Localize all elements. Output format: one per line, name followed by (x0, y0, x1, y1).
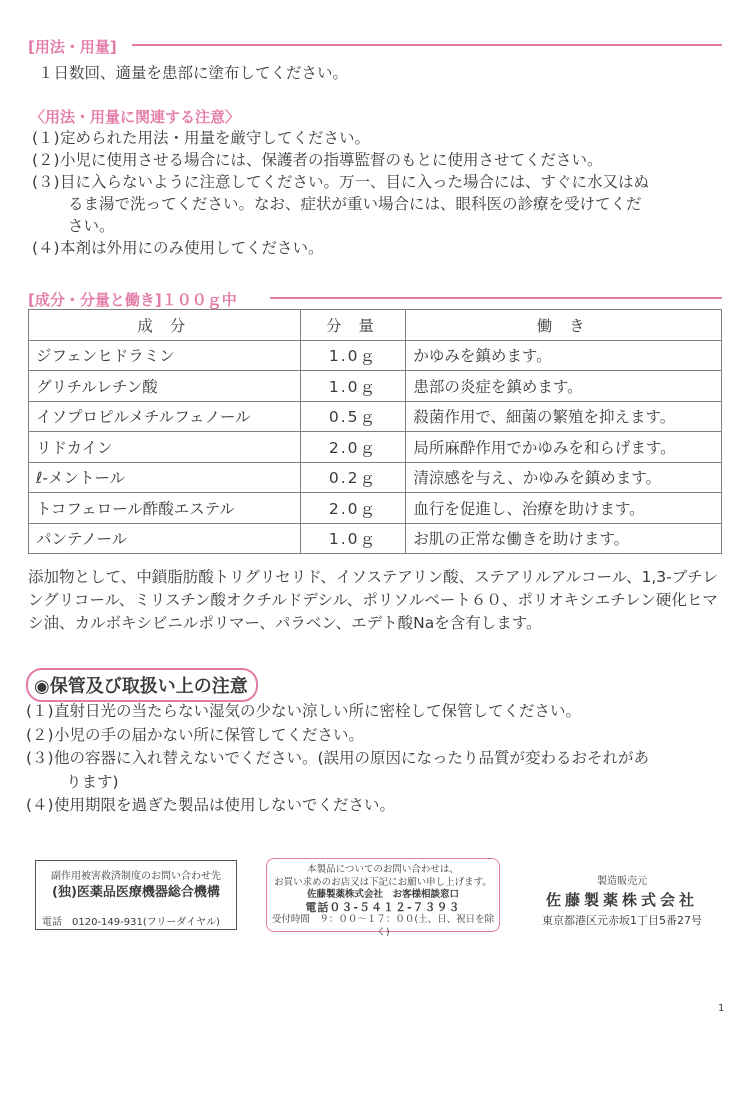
ingredient-effect: 局所麻酔作用でかゆみを和らげます。 (406, 432, 722, 463)
list-item: (１)定められた用法・用量を厳守してください。 (32, 129, 371, 147)
column-header-amount: 分 量 (300, 310, 406, 341)
ingredient-name: グリチルレチン酸 (29, 371, 301, 402)
column-header-effect: 働 き (406, 310, 722, 341)
ingredients-heading: [成分・分量と働き]１００ｇ中 (28, 291, 237, 309)
list-item-continuation: さい。 (68, 217, 115, 235)
inquiry-line1: 本製品についてのお問い合わせは、 (307, 864, 459, 875)
page-number: 1 (718, 1003, 725, 1014)
ingredients-table (28, 309, 722, 554)
list-item: (４)使用期限を過ぎた製品は使用しないでください。 (26, 796, 396, 814)
table-row (29, 462, 722, 493)
usage-rule (132, 44, 722, 46)
ingredient-name: ℓ-メントール (29, 462, 301, 493)
relief-phone: 電話 0120-149-931(フリーダイヤル) (42, 917, 220, 928)
ingredient-effect: 殺菌作用で、細菌の繁殖を抑えます。 (406, 401, 722, 432)
ingredient-amount: 1.0ｇ (300, 371, 406, 402)
ingredient-effect: 清涼感を与え、かゆみを鎮めます。 (406, 462, 722, 493)
manufacturer-label: 製造販売元 (597, 876, 647, 887)
ingredient-amount: 1.0ｇ (300, 340, 406, 371)
table-row (29, 401, 722, 432)
ingredient-amount: 2.0ｇ (300, 432, 406, 463)
ingredient-effect: 血行を促進し、治療を助けます。 (406, 493, 722, 524)
list-item: (３)目に入らないように注意してください。万一、目に入った場合には、すぐに水又はぬ (32, 173, 650, 191)
precautions-heading: 〈用法・用量に関連する注意〉 (30, 108, 241, 126)
inquiry-company: 佐藤製薬株式会社 お客様相談窓口 (306, 889, 459, 900)
ingredients-rule (270, 297, 722, 299)
list-item: (１)直射日光の当たらない湿気の少ない涼しい所に密栓して保管してください。 (26, 702, 582, 720)
list-item: (２)小児に使用させる場合には、保護者の指導監督のもとに使用させてください。 (32, 151, 603, 169)
ingredient-name: イソプロピルメチルフェノール (29, 401, 301, 432)
inquiry-hours: 受付時間 ９：００～１７：００(土、日、祝日を除く) (271, 914, 495, 938)
table-row (29, 432, 722, 463)
precautions-list (32, 127, 649, 259)
relief-line1: 副作用被害救済制度のお問い合わせ先 (51, 871, 221, 882)
ingredient-name: パンテノール (29, 523, 301, 554)
ingredient-amount: 2.0ｇ (300, 493, 406, 524)
inquiry-box (266, 858, 500, 938)
ingredient-name: リドカイン (29, 432, 301, 463)
storage-heading: ◉保管及び取扱い上の注意 (26, 668, 258, 702)
table-header-row (29, 310, 722, 341)
usage-text: １日数回、適量を患部に塗布してください。 (38, 64, 349, 82)
ingredient-amount: 1.0ｇ (300, 523, 406, 554)
ingredient-amount: 0.2ｇ (300, 462, 406, 493)
inquiry-phone: 電話０３-５４１２-７３９３ (305, 900, 461, 914)
table-row (29, 493, 722, 524)
column-header-ingredient: 成 分 (29, 310, 301, 341)
relief-organization: (独)医薬品医療機器総合機構 (52, 885, 220, 900)
list-item: (３)他の容器に入れ替えないでください。(誤用の原因になったり品質が変わるおそれがあ (26, 749, 650, 767)
relief-system-box (35, 860, 237, 930)
table-row (29, 371, 722, 402)
inquiry-line2: お買い求めのお店又は下記にお願い申し上げます。 (274, 876, 492, 888)
list-item: (４)本剤は外用にのみ使用してください。 (32, 239, 324, 257)
ingredient-effect: 患部の炎症を鎮めます。 (406, 371, 722, 402)
storage-list (26, 700, 649, 818)
list-item-continuation: るま湯で洗ってください。なお、症状が重い場合には、眼科医の診療を受けてくだ (68, 195, 642, 213)
list-item-continuation: ります) (66, 772, 119, 791)
ingredient-effect: かゆみを鎮めます。 (406, 340, 722, 371)
additives-text: 添加物として、中鎖脂肪酸トリグリセリド、イソステアリン酸、ステアリルアルコール、1,3-ブチレングリコール、ミリスチン酸オクチルドデシル、ポリソルベート６０、ポリオキシエチレン硬化ヒマシ油、カルボキシビニルポリマー、パラベン、エデト酸Naを含有します。 (28, 568, 718, 632)
manufacturer-name: 佐藤製薬株式会社 (545, 891, 698, 909)
ingredient-name: トコフェロール酢酸エステル (29, 493, 301, 524)
usage-heading: [用法・用量] (28, 38, 117, 56)
ingredient-name: ジフェンヒドラミン (29, 340, 301, 371)
table-row (29, 523, 722, 554)
ingredient-amount: 0.5ｇ (300, 401, 406, 432)
ingredient-effect: お肌の正常な働きを助けます。 (406, 523, 722, 554)
list-item: (２)小児の手の届かない所に保管してください。 (26, 725, 365, 744)
manufacturer-block (522, 872, 722, 928)
table-row (29, 340, 722, 371)
manufacturer-address: 東京都港区元赤坂1丁目5番27号 (542, 914, 702, 927)
